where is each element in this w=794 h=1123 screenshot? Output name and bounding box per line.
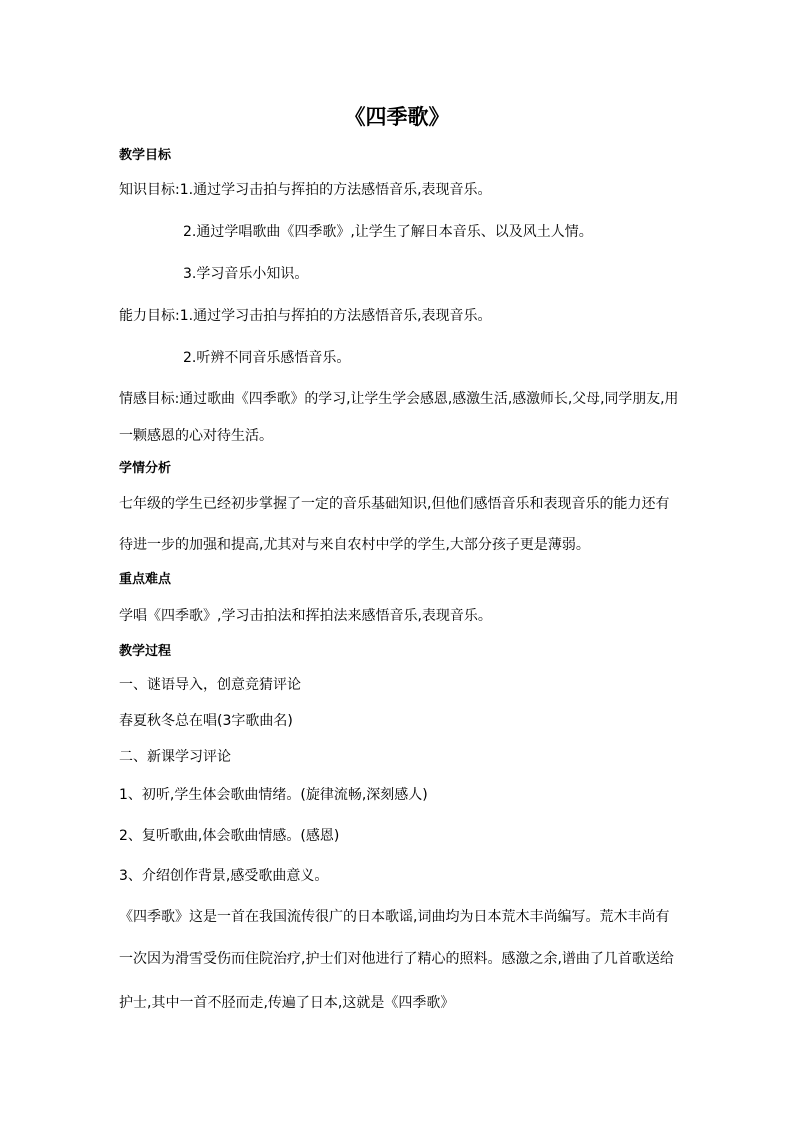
analysis-line-2: 待进一步的加强和提高,尤其对与来自农村中学的学生,大部分孩子更是薄弱。: [119, 537, 590, 553]
goal-line-7: 一颗感恩的心对待生活。: [119, 428, 273, 444]
process-line-1: 一、谜语导入，创意竞猜评论: [119, 677, 301, 693]
goal-line-5: 2.听辨不同音乐感悟音乐。: [183, 350, 351, 366]
process-line-3: 二、新课学习评论: [119, 749, 231, 765]
heading-goals: 教学目标: [119, 148, 172, 163]
process-line-2: 春夏秋冬总在唱(3字歌曲名): [119, 713, 293, 729]
document-title: 《四季歌》: [344, 104, 450, 129]
process-line-8: 一次因为滑雪受伤而住院治疗,护士们对他进行了精心的照料。感激之余,谱曲了几首歌送给: [119, 951, 674, 967]
goal-line-1: 知识目标:1.通过学习击拍与挥拍的方法感悟音乐,表现音乐。: [119, 182, 492, 198]
process-line-4: 1、初听,学生体会歌曲情绪。(旋律流畅,深刻感人): [119, 787, 428, 803]
process-line-6: 3、介绍创作背景,感受歌曲意义。: [119, 868, 329, 884]
goal-line-2: 2.通过学唱歌曲《四季歌》,让学生了解日本音乐、以及风土人情。: [183, 224, 593, 240]
heading-keypoints: 重点难点: [119, 572, 172, 587]
analysis-line-1: 七年级的学生已经初步掌握了一定的音乐基础知识,但他们感悟音乐和表现音乐的能力还有: [119, 496, 670, 512]
goal-line-3: 3.学习音乐小知识。: [183, 266, 309, 282]
process-line-7: 《四季歌》这是一首在我国流传很广的日本歌谣,词曲均为日本荒木丰尚编写。荒木丰尚有: [119, 909, 670, 925]
goal-line-6: 情感目标:通过歌曲《四季歌》的学习,让学生学会感恩,感激生活,感激师长,父母,同学朋友,用: [119, 391, 679, 407]
keypoints-line-1: 学唱《四季歌》,学习击拍法和挥拍法来感悟音乐,表现音乐。: [119, 608, 492, 624]
process-line-9: 护士,其中一首不胫而走,传遍了日本,这就是《四季歌》: [119, 995, 455, 1011]
goal-line-4: 能力目标:1.通过学习击拍与挥拍的方法感悟音乐,表现音乐。: [119, 308, 492, 324]
process-line-5: 2、复听歌曲,体会歌曲情感。(感恩): [119, 828, 340, 844]
heading-analysis: 学情分析: [119, 461, 172, 476]
heading-process: 教学过程: [119, 644, 172, 659]
